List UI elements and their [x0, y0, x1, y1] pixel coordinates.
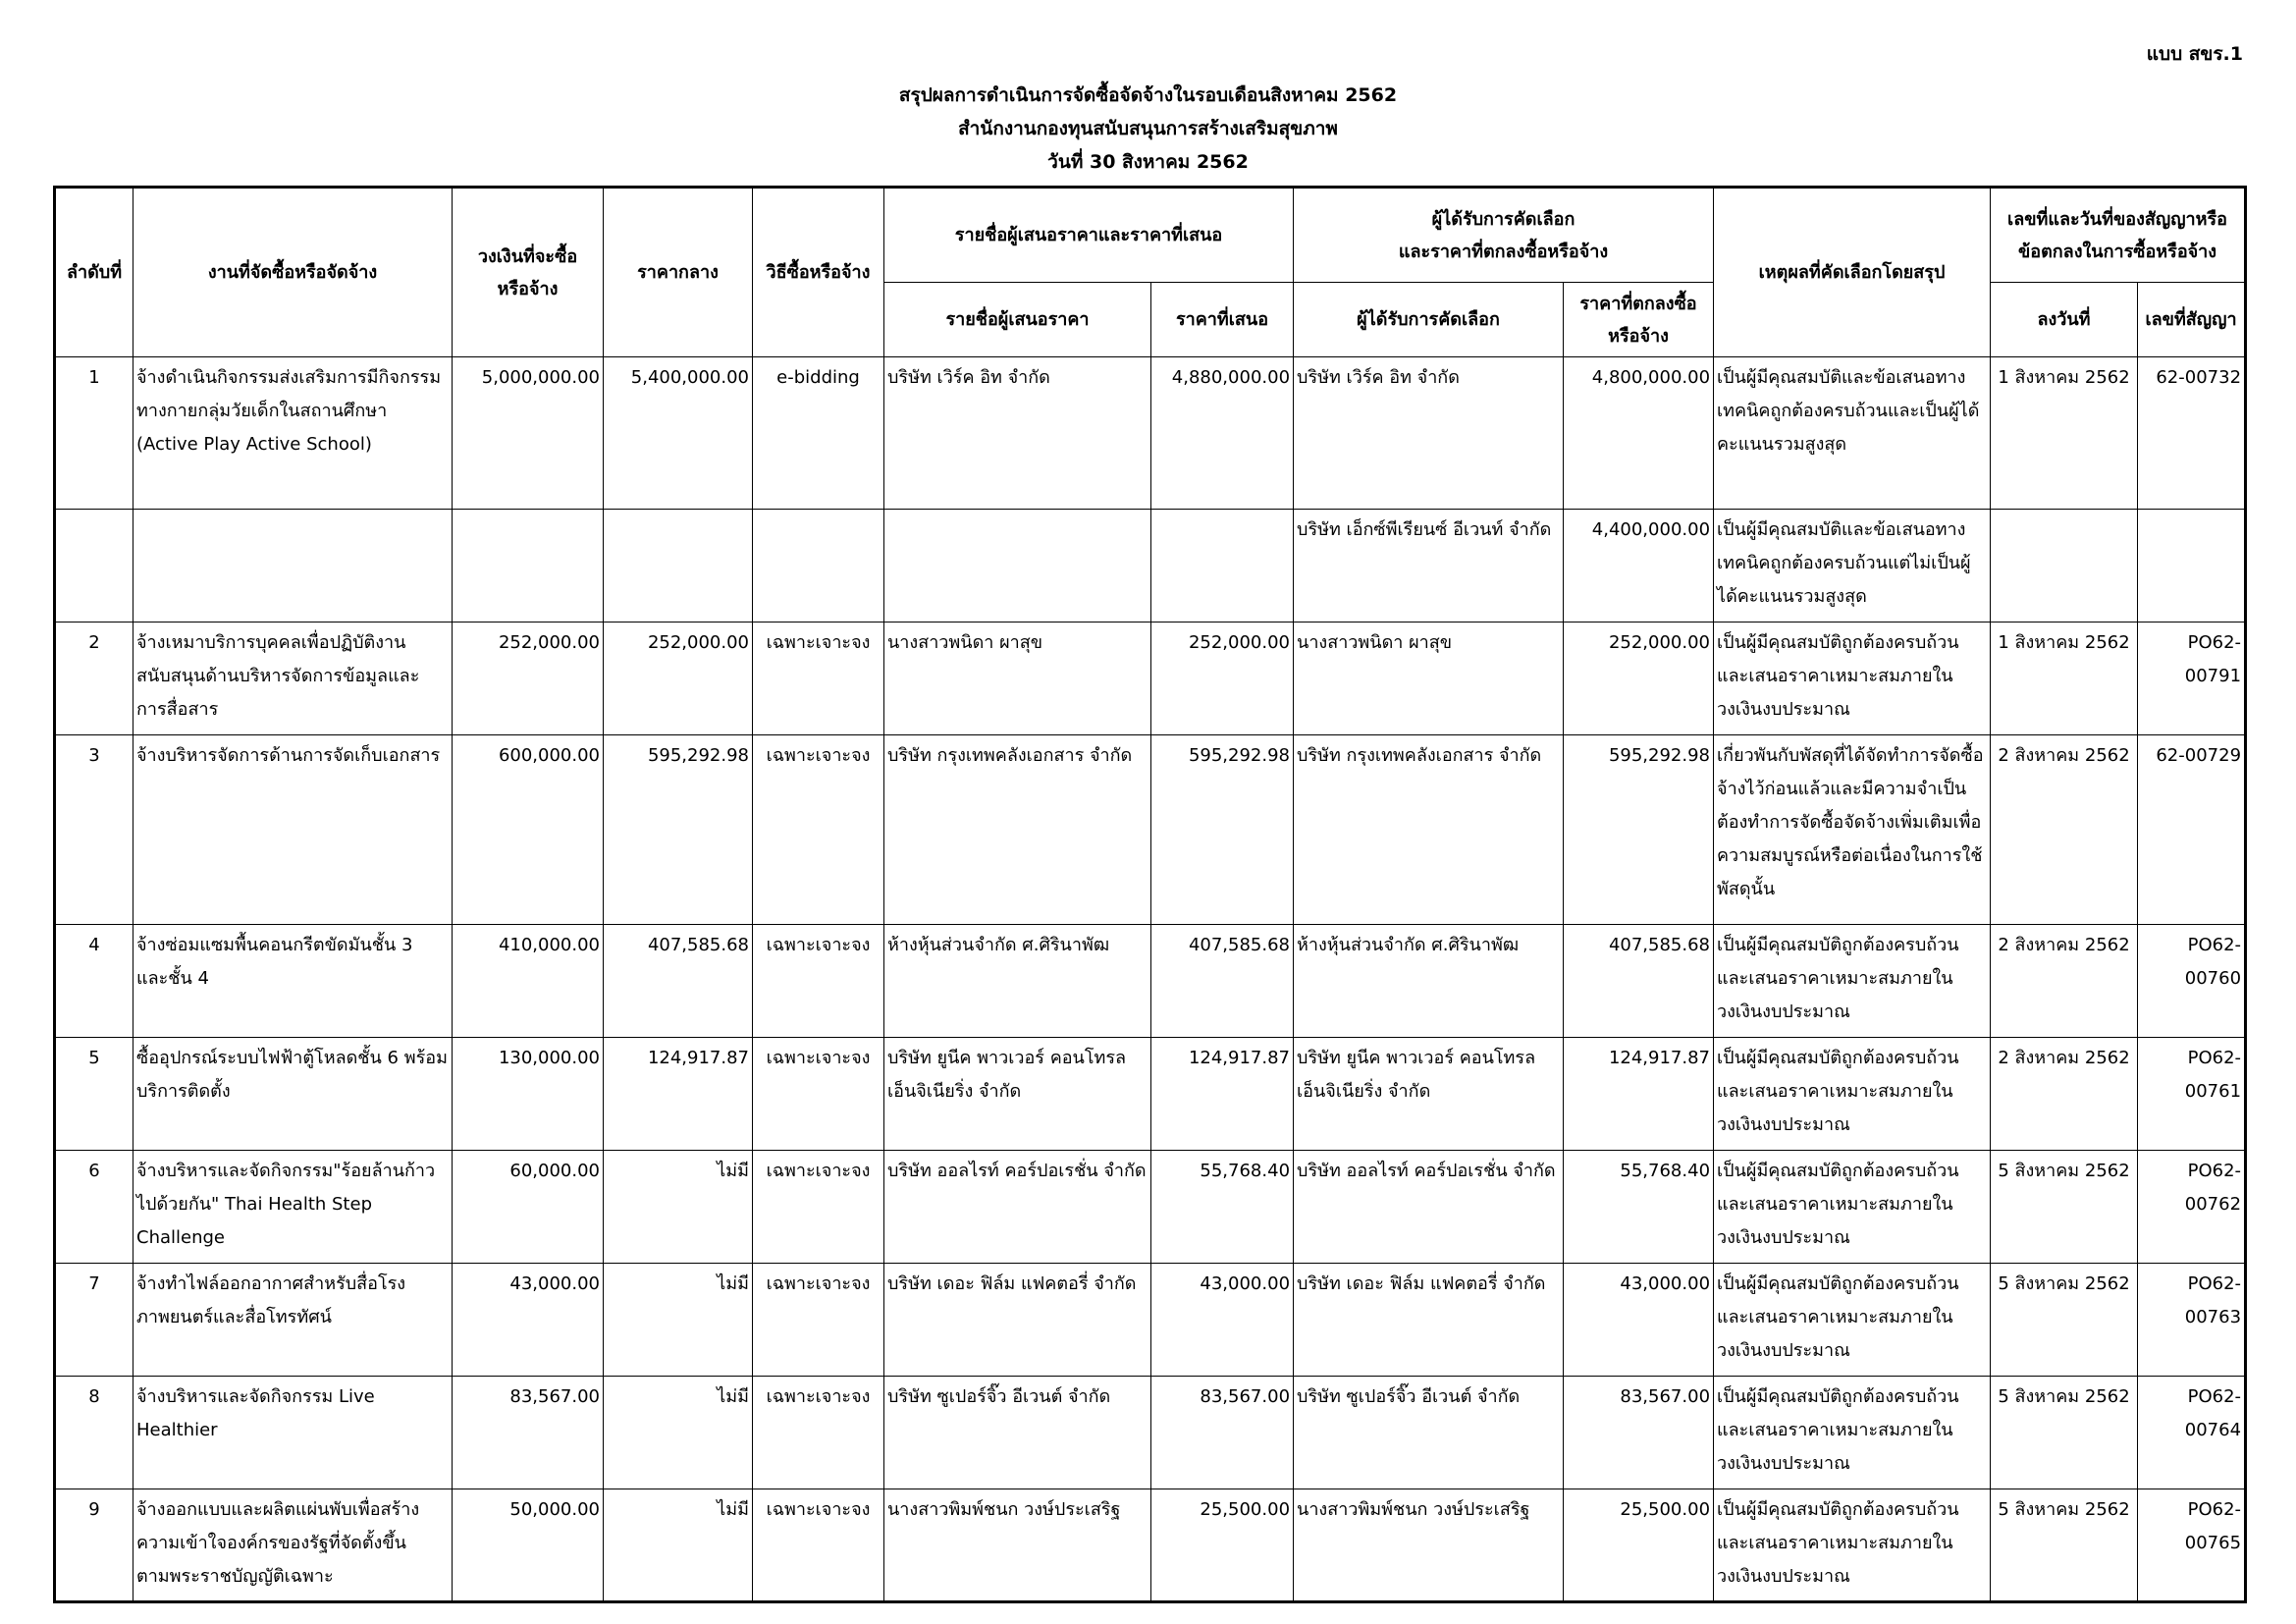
procurement-table — [53, 186, 2247, 1603]
row-no-cell — [55, 510, 133, 623]
contract-no-cell: PO62-00761 — [2138, 1038, 2246, 1151]
contract-no-cell: 62-00732 — [2138, 357, 2246, 510]
reason-cell: เป็นผู้มีคุณสมบัติถูกต้องครบถ้วนและเสนอราคาเหมาะสมภายในวงเงินงบประมาณ — [1714, 1377, 1991, 1489]
method-cell: เฉพาะเจาะจง — [753, 1038, 884, 1151]
contract-date-cell: 1 สิงหาคม 2562 — [1991, 357, 2138, 510]
method-cell: เฉพาะเจาะจง — [753, 623, 884, 735]
bid-price-cell: 25,500.00 — [1151, 1489, 1294, 1602]
median-price-cell: 124,917.87 — [604, 1038, 753, 1151]
row-no-cell: 2 — [55, 623, 133, 735]
selected-name-cell: บริษัท เดอะ ฟิล์ม แฟคตอรี่ จำกัด — [1294, 1264, 1564, 1377]
work-description-cell: ซื้ออุปกรณ์ระบบไฟฟ้าตู้โหลดชั้น 6 พร้อมบริการติดตั้ง — [133, 1038, 453, 1151]
form-code: แบบ สขร.1 — [2146, 43, 2243, 65]
header-selected-group: ผู้ได้รับการคัดเลือก และราคาที่ตกลงซื้อหรือจ้าง — [1294, 188, 1714, 283]
agreed-price-cell: 124,917.87 — [1564, 1038, 1714, 1151]
table-row — [55, 735, 2246, 925]
reason-cell: เป็นผู้มีคุณสมบัติถูกต้องครบถ้วนและเสนอราคาเหมาะสมภายในวงเงินงบประมาณ — [1714, 1151, 1991, 1264]
row-no-cell: 9 — [55, 1489, 133, 1602]
bid-price-cell: 43,000.00 — [1151, 1264, 1294, 1377]
work-description-cell: จ้างบริหารจัดการด้านการจัดเก็บเอกสาร — [133, 735, 453, 925]
reason-cell: เป็นผู้มีคุณสมบัติถูกต้องครบถ้วนและเสนอราคาเหมาะสมภายในวงเงินงบประมาณ — [1714, 1038, 1991, 1151]
reason-cell: เป็นผู้มีคุณสมบัติถูกต้องครบถ้วนและเสนอราคาเหมาะสมภายในวงเงินงบประมาณ — [1714, 623, 1991, 735]
agreed-price-cell: 83,567.00 — [1564, 1377, 1714, 1489]
selected-name-cell: บริษัท ออลไรท์ คอร์ปอเรชั่น จำกัด — [1294, 1151, 1564, 1264]
budget-cell: 43,000.00 — [453, 1264, 604, 1377]
header-method: วิธีซื้อหรือจ้าง — [753, 188, 884, 357]
contract-no-cell: PO62-00764 — [2138, 1377, 2246, 1489]
budget-cell: 5,000,000.00 — [453, 357, 604, 510]
table-row — [55, 1038, 2246, 1151]
row-no-cell: 6 — [55, 1151, 133, 1264]
method-cell: e-bidding — [753, 357, 884, 510]
header-contract-group: เลขที่และวันที่ของสัญญาหรือ ข้อตกลงในการซื้อหรือจ้าง — [1991, 188, 2246, 283]
row-no-cell: 5 — [55, 1038, 133, 1151]
work-description-cell: จ้างเหมาบริการบุคคลเพื่อปฏิบัติงานสนับสนุนด้านบริหารจัดการข้อมูลและการสื่อสาร — [133, 623, 453, 735]
selected-name-cell: ห้างหุ้นส่วนจำกัด ศ.ศิรินาพัฒ — [1294, 925, 1564, 1038]
median-price-cell: 252,000.00 — [604, 623, 753, 735]
contract-date-cell: 5 สิงหาคม 2562 — [1991, 1151, 2138, 1264]
agreed-price-cell: 55,768.40 — [1564, 1151, 1714, 1264]
contract-date-cell: 2 สิงหาคม 2562 — [1991, 735, 2138, 925]
method-cell — [753, 510, 884, 623]
row-no-cell: 8 — [55, 1377, 133, 1489]
agreed-price-cell: 4,400,000.00 — [1564, 510, 1714, 623]
bidder-name-cell: นางสาวพนิดา ผาสุข — [884, 623, 1151, 735]
work-description-cell: จ้างทำไฟล์ออกอากาศสำหรับสื่อโรงภาพยนตร์และสื่อโทรทัศน์ — [133, 1264, 453, 1377]
reason-cell: เป็นผู้มีคุณสมบัติถูกต้องครบถ้วนและเสนอราคาเหมาะสมภายในวงเงินงบประมาณ — [1714, 925, 1991, 1038]
budget-cell — [453, 510, 604, 623]
reason-cell: เป็นผู้มีคุณสมบัติถูกต้องครบถ้วนและเสนอราคาเหมาะสมภายในวงเงินงบประมาณ — [1714, 1489, 1991, 1602]
bid-price-cell — [1151, 510, 1294, 623]
median-price-cell: ไม่มี — [604, 1264, 753, 1377]
contract-date-cell: 5 สิงหาคม 2562 — [1991, 1489, 2138, 1602]
work-description-cell: จ้างบริหารและจัดกิจกรรม Live Healthier — [133, 1377, 453, 1489]
selected-name-cell: บริษัท ยูนีค พาวเวอร์ คอนโทรล เอ็นจิเนียริ่ง จำกัด — [1294, 1038, 1564, 1151]
median-price-cell: ไม่มี — [604, 1489, 753, 1602]
median-price-cell: 5,400,000.00 — [604, 357, 753, 510]
agreed-price-cell: 407,585.68 — [1564, 925, 1714, 1038]
table-row — [55, 510, 2246, 623]
header-budget: วงเงินที่จะซื้อ หรือจ้าง — [453, 188, 604, 357]
agreed-price-cell: 25,500.00 — [1564, 1489, 1714, 1602]
method-cell: เฉพาะเจาะจง — [753, 1151, 884, 1264]
agreed-price-cell: 4,800,000.00 — [1564, 357, 1714, 510]
header-contract-date: ลงวันที่ — [1991, 283, 2138, 357]
bid-price-cell: 124,917.87 — [1151, 1038, 1294, 1151]
table-row — [55, 623, 2246, 735]
bid-price-cell: 595,292.98 — [1151, 735, 1294, 925]
bid-price-cell: 252,000.00 — [1151, 623, 1294, 735]
title-line-1: สรุปผลการดำเนินการจัดซื้อจัดจ้างในรอบเดือนสิงหาคม 2562 — [898, 84, 1398, 106]
header-reason: เหตุผลที่คัดเลือกโดยสรุป — [1714, 188, 1991, 357]
bidder-name-cell: บริษัท ซูเปอร์จิ๊ว อีเวนต์ จำกัด — [884, 1377, 1151, 1489]
title-line-2: สำนักงานกองทุนสนับสนุนการสร้างเสริมสุขภาพ — [958, 118, 1338, 139]
median-price-cell: 407,585.68 — [604, 925, 753, 1038]
bidder-name-cell: บริษัท ออลไรท์ คอร์ปอเรชั่น จำกัด — [884, 1151, 1151, 1264]
header-contract-no: เลขที่สัญญา — [2138, 283, 2246, 357]
agreed-price-cell: 43,000.00 — [1564, 1264, 1714, 1377]
row-no-cell: 7 — [55, 1264, 133, 1377]
row-no-cell: 4 — [55, 925, 133, 1038]
table-row — [55, 1489, 2246, 1602]
bid-price-cell: 4,880,000.00 — [1151, 357, 1294, 510]
header-bid-price: ราคาที่เสนอ — [1151, 283, 1294, 357]
selected-name-cell: บริษัท เอ็กซ์พีเรียนซ์ อีเวนท์ จำกัด — [1294, 510, 1564, 623]
contract-date-cell: 5 สิงหาคม 2562 — [1991, 1377, 2138, 1489]
bidder-name-cell: บริษัท กรุงเทพคลังเอกสาร จำกัด — [884, 735, 1151, 925]
table-row — [55, 1264, 2246, 1377]
header-median-price: ราคากลาง — [604, 188, 753, 357]
contract-no-cell: PO62-00760 — [2138, 925, 2246, 1038]
contract-no-cell: PO62-00791 — [2138, 623, 2246, 735]
selected-name-cell: นางสาวพนิดา ผาสุข — [1294, 623, 1564, 735]
contract-no-cell — [2138, 510, 2246, 623]
bidder-name-cell: บริษัท ยูนีค พาวเวอร์ คอนโทรล เอ็นจิเนียริ่ง จำกัด — [884, 1038, 1151, 1151]
selected-name-cell: บริษัท เวิร์ค อิท จำกัด — [1294, 357, 1564, 510]
contract-no-cell: PO62-00765 — [2138, 1489, 2246, 1602]
work-description-cell — [133, 510, 453, 623]
reason-cell: เป็นผู้มีคุณสมบัติและข้อเสนอทางเทคนิคถูกต้องครบถ้วนแต่ไม่เป็นผู้ได้คะแนนรวมสูงสุด — [1714, 510, 1991, 623]
header-agreed-price: ราคาที่ตกลงซื้อ หรือจ้าง — [1564, 283, 1714, 357]
row-no-cell: 3 — [55, 735, 133, 925]
selected-name-cell: นางสาวพิมพ์ชนก วงษ์ประเสริฐ — [1294, 1489, 1564, 1602]
document-titles — [0, 79, 2296, 179]
contract-no-cell: PO62-00762 — [2138, 1151, 2246, 1264]
work-description-cell: จ้างบริหารและจัดกิจกรรม"ร้อยล้านก้าวไปด้วยกัน" Thai Health Step Challenge — [133, 1151, 453, 1264]
bidder-name-cell: นางสาวพิมพ์ชนก วงษ์ประเสริฐ — [884, 1489, 1151, 1602]
contract-no-cell: 62-00729 — [2138, 735, 2246, 925]
selected-name-cell: บริษัท ซูเปอร์จิ๊ว อีเวนต์ จำกัด — [1294, 1377, 1564, 1489]
work-description-cell: จ้างดำเนินกิจกรรมส่งเสริมการมีกิจกรรมทางกายกลุ่มวัยเด็กในสถานศึกษา (Active Play Active School) — [133, 357, 453, 510]
header-no: ลำดับที่ — [55, 188, 133, 357]
contract-date-cell: 2 สิงหาคม 2562 — [1991, 925, 2138, 1038]
table-row — [55, 357, 2246, 510]
contract-date-cell: 2 สิงหาคม 2562 — [1991, 1038, 2138, 1151]
bidder-name-cell: ห้างหุ้นส่วนจำกัด ศ.ศิรินาพัฒ — [884, 925, 1151, 1038]
agreed-price-cell: 252,000.00 — [1564, 623, 1714, 735]
header-work: งานที่จัดซื้อหรือจัดจ้าง — [133, 188, 453, 357]
budget-cell: 60,000.00 — [453, 1151, 604, 1264]
contract-date-cell: 1 สิงหาคม 2562 — [1991, 623, 2138, 735]
header-bidders-group: รายชื่อผู้เสนอราคาและราคาที่เสนอ — [884, 188, 1294, 283]
title-line-3: วันที่ 30 สิงหาคม 2562 — [1047, 151, 1249, 173]
median-price-cell: ไม่มี — [604, 1151, 753, 1264]
bid-price-cell: 83,567.00 — [1151, 1377, 1294, 1489]
method-cell: เฉพาะเจาะจง — [753, 925, 884, 1038]
work-description-cell: จ้างออกแบบและผลิตแผ่นพับเพื่อสร้างความเข้าใจองค์กรของรัฐที่จัดตั้งขึ้นตามพระราชบัญญัติเฉพาะ — [133, 1489, 453, 1602]
reason-cell: เป็นผู้มีคุณสมบัติถูกต้องครบถ้วนและเสนอราคาเหมาะสมภายในวงเงินงบประมาณ — [1714, 1264, 1991, 1377]
method-cell: เฉพาะเจาะจง — [753, 1377, 884, 1489]
budget-cell: 50,000.00 — [453, 1489, 604, 1602]
budget-cell: 130,000.00 — [453, 1038, 604, 1151]
table-row — [55, 925, 2246, 1038]
bid-price-cell: 407,585.68 — [1151, 925, 1294, 1038]
reason-cell: เป็นผู้มีคุณสมบัติและข้อเสนอทางเทคนิคถูกต้องครบถ้วนและเป็นผู้ได้คะแนนรวมสูงสุด — [1714, 357, 1991, 510]
work-description-cell: จ้างซ่อมแซมพื้นคอนกรีตขัดมันชั้น 3 และชั้น 4 — [133, 925, 453, 1038]
table-row — [55, 1151, 2246, 1264]
median-price-cell: 595,292.98 — [604, 735, 753, 925]
bid-price-cell: 55,768.40 — [1151, 1151, 1294, 1264]
agreed-price-cell: 595,292.98 — [1564, 735, 1714, 925]
method-cell: เฉพาะเจาะจง — [753, 1264, 884, 1377]
budget-cell: 410,000.00 — [453, 925, 604, 1038]
bidder-name-cell: บริษัท เดอะ ฟิล์ม แฟคตอรี่ จำกัด — [884, 1264, 1151, 1377]
budget-cell: 252,000.00 — [453, 623, 604, 735]
bidder-name-cell — [884, 510, 1151, 623]
bidder-name-cell: บริษัท เวิร์ค อิท จำกัด — [884, 357, 1151, 510]
budget-cell: 83,567.00 — [453, 1377, 604, 1489]
contract-no-cell: PO62-00763 — [2138, 1264, 2246, 1377]
reason-cell: เกี่ยวพันกับพัสดุที่ได้จัดทำการจัดซื้อจ้างไว้ก่อนแล้วและมีความจำเป็นต้องทำการจัดซื้อจัดจ้างเพิ่มเติมเพื่อความสมบูรณ์หรือต่อเนื่องในการใช้พัสดุนั้น — [1714, 735, 1991, 925]
contract-date-cell — [1991, 510, 2138, 623]
selected-name-cell: บริษัท กรุงเทพคลังเอกสาร จำกัด — [1294, 735, 1564, 925]
row-no-cell: 1 — [55, 357, 133, 510]
median-price-cell: ไม่มี — [604, 1377, 753, 1489]
contract-date-cell: 5 สิงหาคม 2562 — [1991, 1264, 2138, 1377]
table-row — [55, 1377, 2246, 1489]
budget-cell: 600,000.00 — [453, 735, 604, 925]
header-bidder-name: รายชื่อผู้เสนอราคา — [884, 283, 1151, 357]
header-selected-name: ผู้ได้รับการคัดเลือก — [1294, 283, 1564, 357]
method-cell: เฉพาะเจาะจง — [753, 735, 884, 925]
median-price-cell — [604, 510, 753, 623]
method-cell: เฉพาะเจาะจง — [753, 1489, 884, 1602]
